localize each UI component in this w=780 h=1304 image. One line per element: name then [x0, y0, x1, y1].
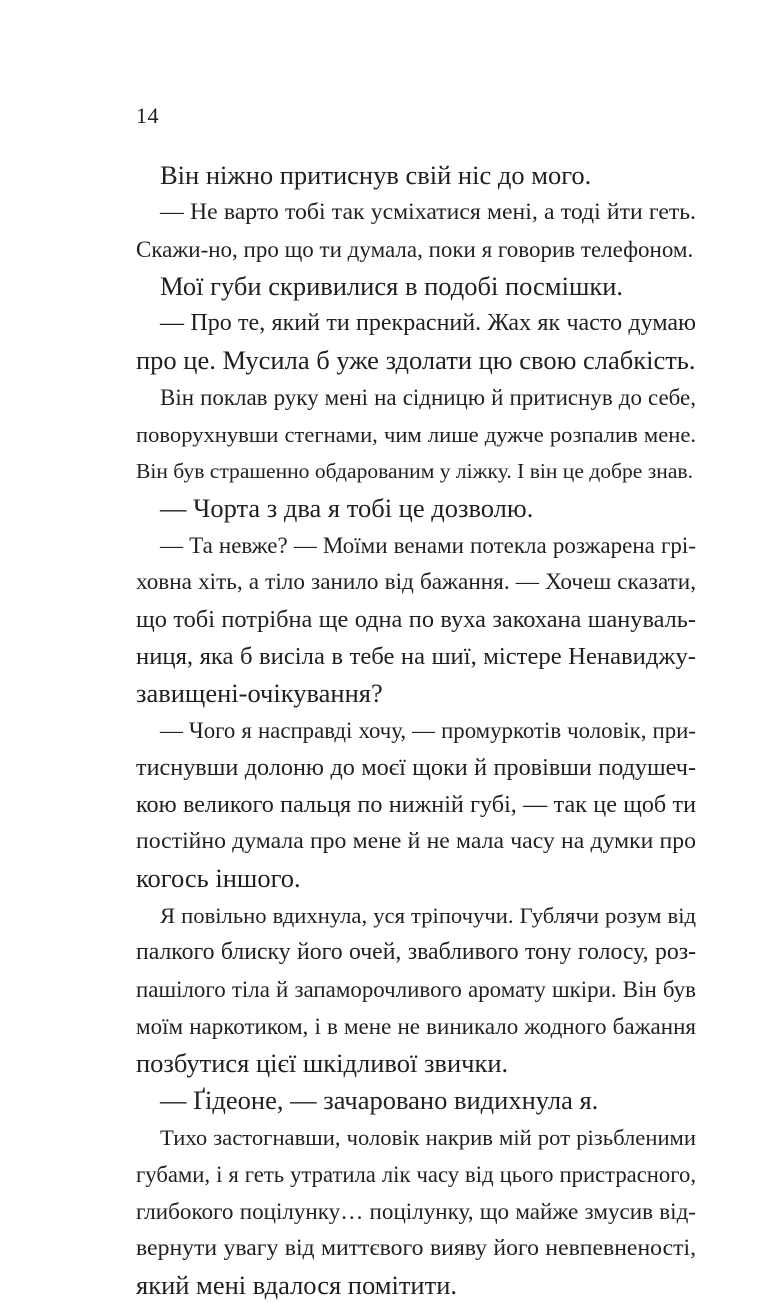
text-line: когось іншого.: [136, 863, 301, 893]
text-line: глибокого поцілунку… поцілунку, що майже змусив від-: [136, 1198, 696, 1224]
text-line: губами, і я геть утратила лік часу від цього пристрасного,: [136, 1162, 696, 1187]
text-line: Він поклав руку мені на сідницю й притиснув до себе,: [160, 385, 696, 410]
text-line: Він ніжно притиснув свій ніс до мого.: [160, 160, 592, 190]
text-line: — Не варто тобі так усміхатися мені, а тоді йти геть.: [160, 199, 696, 225]
text-line: тиснувши долоню до моєї щоки й провівши подушеч-: [136, 754, 696, 781]
text-line: — Та невже? — Моїми венами потекла розжарена грі-: [160, 532, 696, 558]
text-line: — Чого я насправді хочу, — промуркотів чоловік, при-: [160, 718, 696, 743]
text-line: ховна хіть, а тіло занило від бажання. — Хочеш сказати,: [136, 569, 696, 595]
text-line: вернути увагу від миттєвого вияву його невпевненості,: [136, 1235, 696, 1261]
text-line: палкого блиску його очей, звабливого тону голосу, роз-: [136, 939, 696, 965]
text-line: ниця, яка б висіла в тебе на шиї, містере Ненавиджу-: [136, 643, 696, 670]
text-line: позбутися цієї шкідливої звички.: [136, 1048, 509, 1078]
text-line: — Чорта з два я тобі це дозволю.: [160, 493, 534, 523]
text-line: — Про те, який ти прекрасний. Жах як часто думаю: [160, 310, 696, 336]
text-line: який мені вдалося помітити.: [136, 1270, 458, 1300]
text-line: — Ґідеоне, — зачаровано видихнула я.: [160, 1085, 599, 1115]
text-line: завищені-очікування?: [136, 678, 383, 708]
text-line: кою великого пальця по нижній губі, — так це щоб ти: [136, 791, 696, 818]
text-line: Я повільно вдихнула, уся тріпочучи. Гублячи розум від: [160, 903, 696, 928]
text-line: поворухнувши стегнами, чим лише дужче розпалив мене.: [136, 422, 696, 447]
text-line: Тихо застогнавши, чоловік накрив мій рот різьбленими: [160, 1125, 696, 1150]
text-line: що тобі потрібна ще одна по вуха закохана шануваль-: [136, 606, 696, 633]
text-line: моїм наркотиком, і в мене не виникало жодного бажання: [136, 1013, 696, 1039]
page-number: 14: [136, 103, 159, 128]
text-line: Він був страшенно обдарованим у ліжку. І він це добре знав.: [136, 459, 693, 483]
text-line: постійно думала про мене й не мала часу на думки про: [136, 828, 696, 854]
text-line: пашілого тіла й запаморочливого аромату шкіри. Він був: [136, 977, 696, 1002]
text-line: про це. Мусила б уже здолати цю свою слабкість.: [136, 345, 696, 375]
text-line: Скажи-но, про що ти думала, поки я говорив телефоном.: [136, 237, 694, 262]
text-line: Мої губи скривилися в подобі посмішки.: [160, 271, 624, 301]
body-text: [136, 157, 696, 1304]
